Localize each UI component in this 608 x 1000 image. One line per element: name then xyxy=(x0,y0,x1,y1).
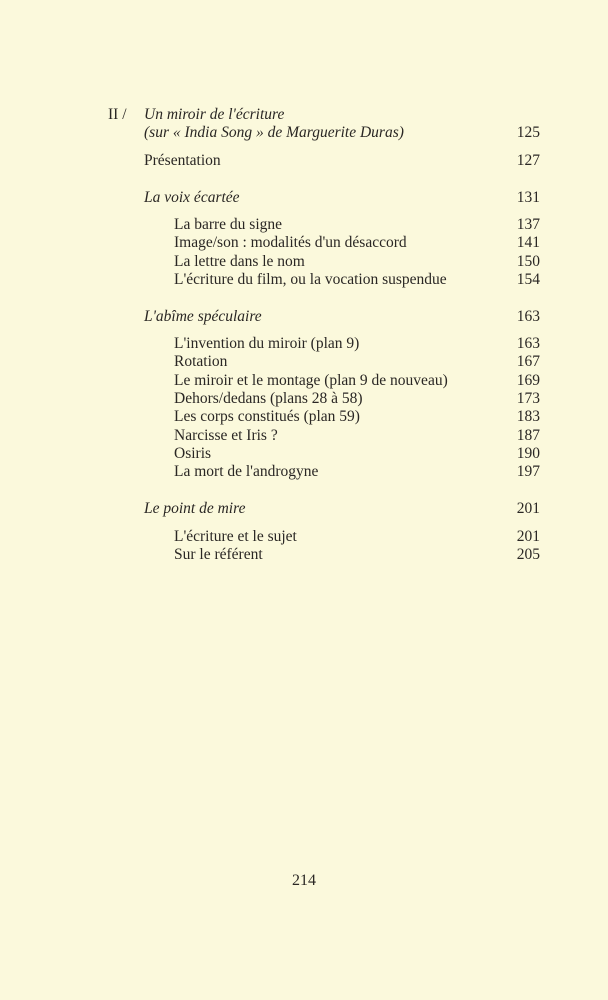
section-page: 163 xyxy=(516,308,540,325)
toc-entry-label: L'invention du miroir (plan 9) xyxy=(174,335,360,352)
toc-entry-page: 150 xyxy=(516,253,540,270)
toc-entry-page: 190 xyxy=(516,445,540,462)
part-number: II / xyxy=(108,106,127,123)
presentation-label: Présentation xyxy=(144,152,221,169)
toc-entry-page: 183 xyxy=(516,408,540,425)
toc-entry-label: Sur le référent xyxy=(174,546,263,563)
toc-entry-label: Osiris xyxy=(174,445,212,462)
section-page: 131 xyxy=(516,189,540,206)
presentation-page: 127 xyxy=(516,152,540,169)
toc-entry-page: 167 xyxy=(516,353,540,370)
toc-entry-label: La lettre dans le nom xyxy=(174,253,305,270)
toc-entry-label: L'écriture et le sujet xyxy=(174,528,297,545)
part-title-line2: (sur « India Song » de Marguerite Duras) xyxy=(144,124,404,141)
part-title-line1: Un miroir de l'écriture xyxy=(144,106,285,123)
toc-entry-page: 197 xyxy=(516,463,540,480)
toc-entry-label: Dehors/dedans (plans 28 à 58) xyxy=(174,390,363,407)
section-title: Le point de mire xyxy=(144,500,246,517)
toc-entry-page: 141 xyxy=(516,234,540,251)
part-page: 125 xyxy=(516,124,540,141)
toc-entry-label: Rotation xyxy=(174,353,228,370)
toc-entry-page: 154 xyxy=(516,271,540,288)
toc-entry-label: Les corps constitués (plan 59) xyxy=(174,408,360,425)
toc-entry-page: 173 xyxy=(516,390,540,407)
toc-entry-label: La barre du signe xyxy=(174,216,283,233)
section-title: L'abîme spéculaire xyxy=(144,308,262,325)
section-page: 201 xyxy=(516,500,540,517)
toc-entry-label: L'écriture du film, ou la vocation suspendue xyxy=(174,271,447,288)
toc-entry-page: 205 xyxy=(516,546,540,563)
toc-entry-label: La mort de l'androgyne xyxy=(174,463,319,480)
toc-entry-label: Narcisse et Iris ? xyxy=(174,427,278,444)
toc-entry-page: 137 xyxy=(516,216,540,233)
toc-entry-page: 169 xyxy=(516,372,540,389)
toc-entry-page: 187 xyxy=(516,427,540,444)
toc-entry-page: 163 xyxy=(516,335,540,352)
toc-entry-label: Le miroir et le montage (plan 9 de nouveau) xyxy=(174,372,448,389)
section-title: La voix écartée xyxy=(144,189,240,206)
page-number: 214 xyxy=(292,872,316,889)
toc-entry-page: 201 xyxy=(516,528,540,545)
toc-entry-label: Image/son : modalités d'un désaccord xyxy=(174,234,407,251)
